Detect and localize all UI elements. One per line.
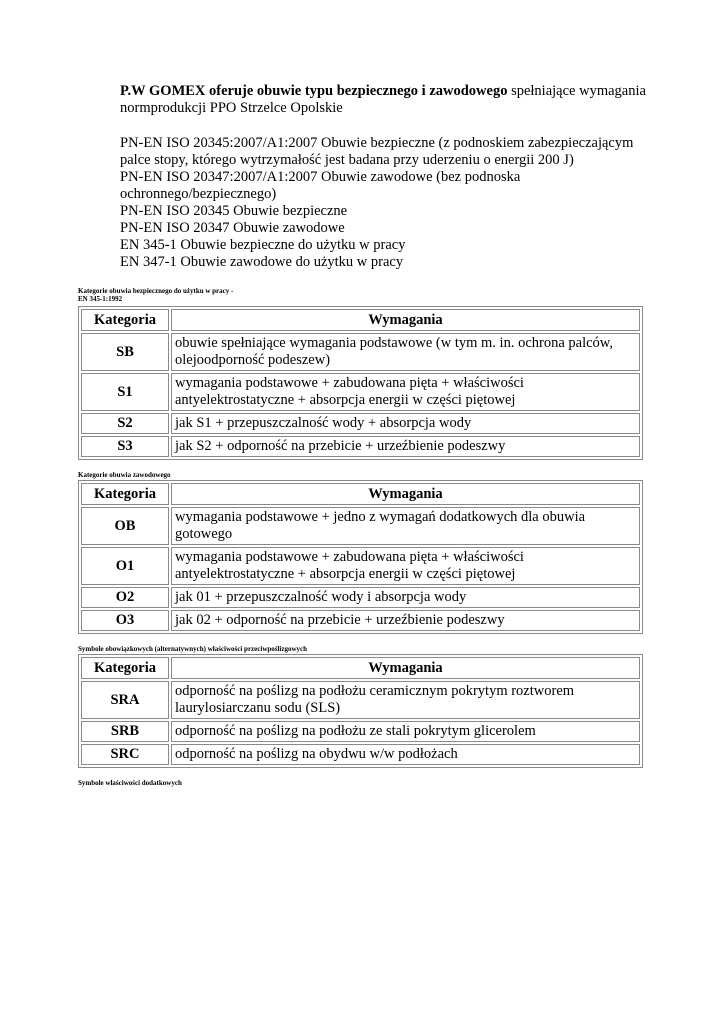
- category-code: S3: [81, 436, 169, 457]
- section2-caption: Kategorie obuwia zawodowego: [78, 471, 171, 479]
- table-row: [81, 507, 640, 545]
- table-row: [81, 413, 640, 434]
- intro-heading-bold: P.W GOMEX oferuje obuwie typu bezpiecznego i zawodowego: [120, 83, 508, 99]
- standard-line: PN-EN ISO 20347:2007/A1:2007 Obuwie zawodowe (bez podnoska ochronnego/bezpiecznego): [120, 169, 521, 202]
- header-wymagania: Wymagania: [171, 483, 640, 505]
- category-code: O1: [81, 547, 169, 585]
- category-requirements: wymagania podstawowe + jedno z wymagań dodatkowych dla obuwia gotowego: [171, 507, 640, 545]
- table-row: [81, 610, 640, 631]
- category-requirements: jak 02 + odporność na przebicie + urzeźbienie podeszwy: [171, 610, 640, 631]
- section4-caption: Symbole właściwości dodatkowych: [78, 779, 182, 787]
- table-row: [81, 547, 640, 585]
- table-header-row: [81, 657, 640, 679]
- table-row: [81, 436, 640, 457]
- category-code: SRB: [81, 721, 169, 742]
- table-header-row: [81, 483, 640, 505]
- section3-caption: Symbole obowiązkowych (alternatywnych) właściwości przeciwpoślizgowych: [78, 645, 308, 653]
- table-row: [81, 681, 640, 719]
- table-row: [81, 744, 640, 765]
- standard-line: PN-EN ISO 20345 Obuwie bezpieczne: [120, 203, 348, 219]
- table-row: [81, 333, 640, 371]
- standard-line: PN-EN ISO 20345:2007/A1:2007 Obuwie bezpieczne (z podnoskiem zabezpieczającym palce stopy, którego wytrzymałość jest badana przy uderzeniu o energii 200 J): [120, 135, 634, 168]
- category-code: SB: [81, 333, 169, 371]
- intro-block: [120, 83, 660, 271]
- category-requirements: jak 01 + przepuszczalność wody i absorpcja wody: [171, 587, 640, 608]
- category-code: SRA: [81, 681, 169, 719]
- category-requirements: obuwie spełniające wymagania podstawowe (w tym m. in. ochrona palców, olejoodporność podeszew): [171, 333, 640, 371]
- standard-line: PN-EN ISO 20347 Obuwie zawodowe: [120, 220, 345, 236]
- header-wymagania: Wymagania: [171, 309, 640, 331]
- table-row: [81, 721, 640, 742]
- category-requirements: wymagania podstawowe + zabudowana pięta + właściwości antyelektrostatyczne + absorpcja energii w części piętowej: [171, 373, 640, 411]
- category-code: O3: [81, 610, 169, 631]
- table-header-row: [81, 309, 640, 331]
- standard-line: EN 347-1 Obuwie zawodowe do użytku w pracy: [120, 254, 404, 270]
- header-wymagania: Wymagania: [171, 657, 640, 679]
- section1-caption-line1: Kategorie obuwia bezpiecznego do użytku w pracy -: [78, 287, 234, 295]
- section1-caption-line2: EN 345-1:1992: [78, 295, 123, 303]
- category-code: O2: [81, 587, 169, 608]
- section1-caption: [78, 287, 233, 303]
- intro-heading-rest: spełniające wymagania normprodukcji PPO Strzelce Opolskie: [120, 83, 646, 116]
- category-requirements: jak S2 + odporność na przebicie + urzeźbienie podeszwy: [171, 436, 640, 457]
- category-requirements: jak S1 + przepuszczalność wody + absorpcja wody: [171, 413, 640, 434]
- category-code: S1: [81, 373, 169, 411]
- category-code: SRC: [81, 744, 169, 765]
- intro-heading: [120, 83, 660, 117]
- table-row: [81, 373, 640, 411]
- slip-resistance-table: [78, 654, 643, 768]
- header-kategoria: Kategoria: [81, 657, 169, 679]
- safety-footwear-table: [78, 306, 643, 460]
- occupational-footwear-table: [78, 480, 643, 634]
- category-code: OB: [81, 507, 169, 545]
- category-code: S2: [81, 413, 169, 434]
- category-requirements: odporność na poślizg na podłożu ze stali pokrytym glicerolem: [171, 721, 640, 742]
- category-requirements: odporność na poślizg na obydwu w/w podłożach: [171, 744, 640, 765]
- header-kategoria: Kategoria: [81, 483, 169, 505]
- header-kategoria: Kategoria: [81, 309, 169, 331]
- category-requirements: odporność na poślizg na podłożu ceramicznym pokrytym roztworem laurylosiarczanu sodu (SLS): [171, 681, 640, 719]
- table-row: [81, 587, 640, 608]
- standard-line: EN 345-1 Obuwie bezpieczne do użytku w pracy: [120, 237, 406, 253]
- category-requirements: wymagania podstawowe + zabudowana pięta + właściwości antyelektrostatyczne + absorpcja energii w części piętowej: [171, 547, 640, 585]
